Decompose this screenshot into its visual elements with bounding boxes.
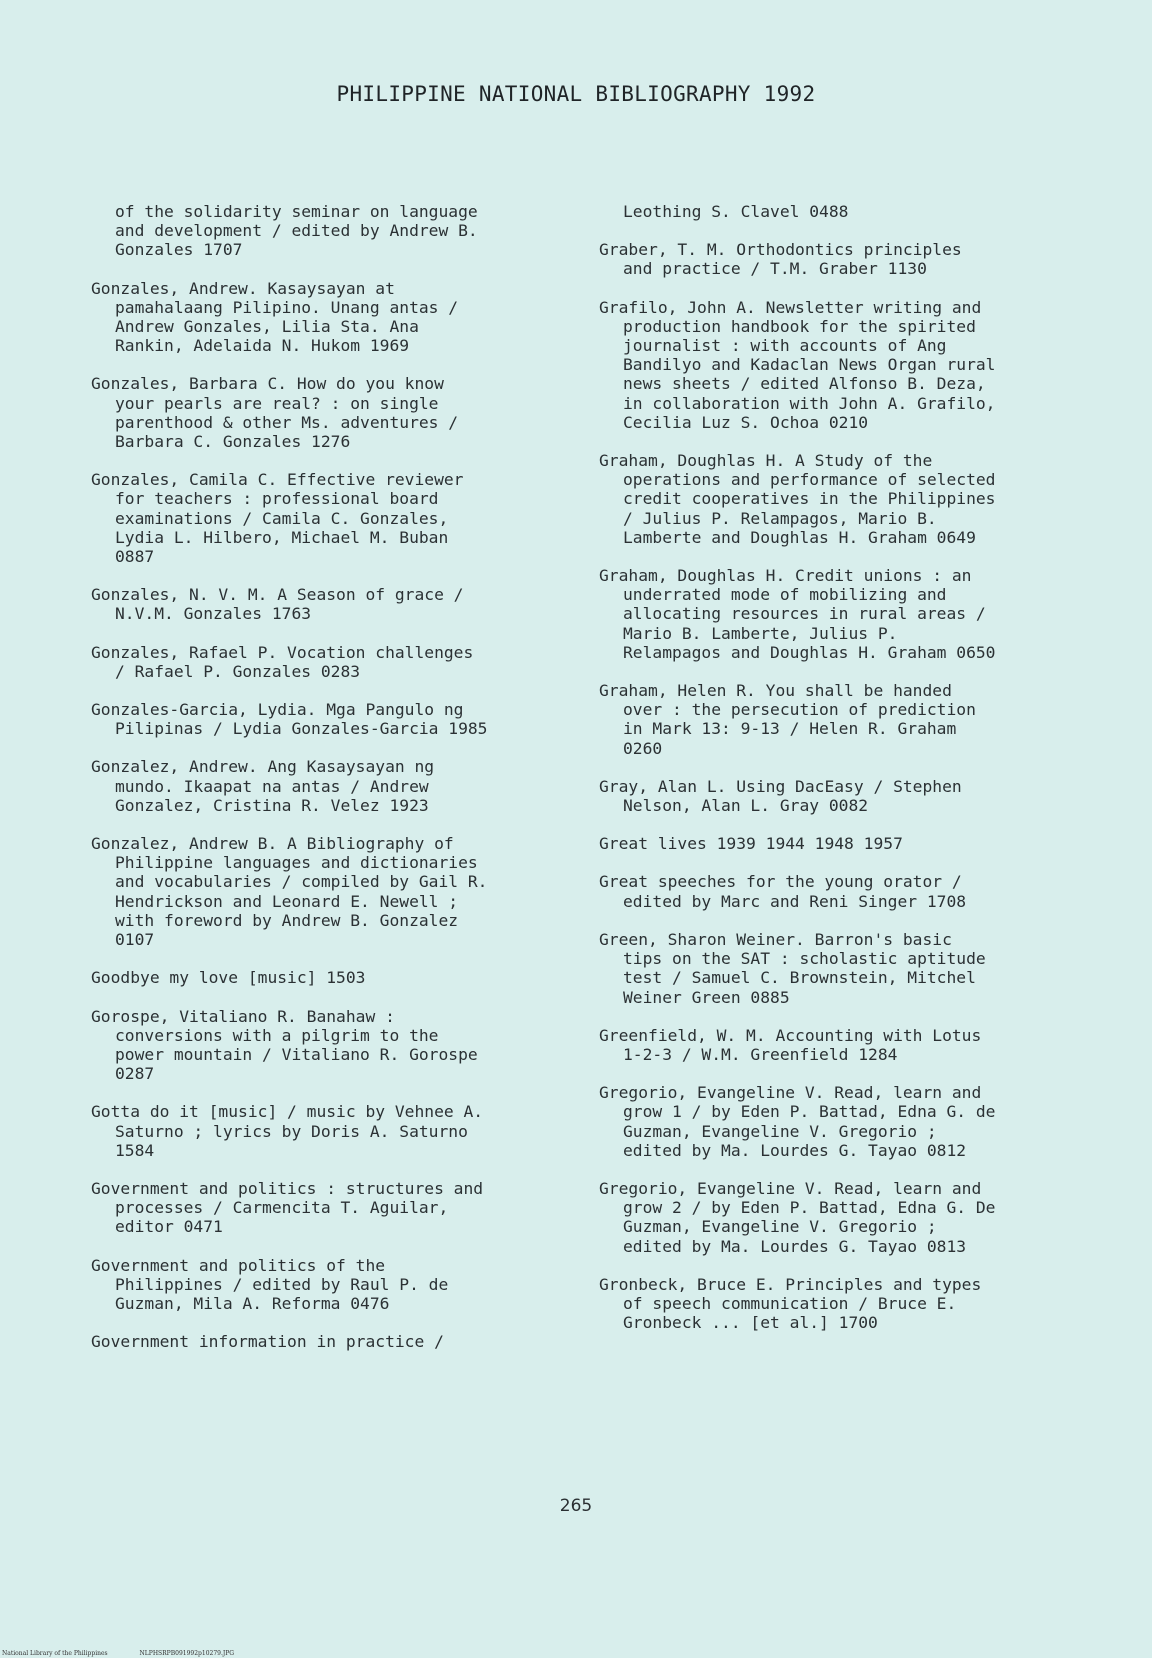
page-title: PHILIPPINE NATIONAL BIBLIOGRAPHY 1992 xyxy=(336,82,816,106)
bibliography-entry: Gonzalez, Andrew B. A Bibliography of Philippine languages and dictionaries and vocabularies / compiled by Gail R. Hendrickson and Leonard E. Newell ; with foreword by Andrew B. Gonzalez 0107 xyxy=(91,834,488,950)
bibliography-entry: Greenfield, W. M. Accounting with Lotus 1-2-3 / W.M. Greenfield 1284 xyxy=(599,1025,982,1064)
bibliography-entry: Grafilo, John A. Newsletter writing and production handbook for the spirited journalist : with accounts of Ang Bandilyo and Kadaclan News Organ rural news sheets / edited Alfonso B. Deza, in collaboration with John A. Grafilo, Cecilia Luz S. Ochoa 0210 xyxy=(599,297,996,432)
bibliography-entry: Gonzales, N. V. M. A Season of grace / N.V.M. Gonzales 1763 xyxy=(91,585,464,624)
bibliography-entry: Gonzales, Barbara C. How do you know your pearls are real? : on single parenthood & other Ms. adventures / Barbara C. Gonzales 1276 xyxy=(91,374,459,452)
bibliography-entry: Goodbye my love [music] 1503 xyxy=(91,968,366,988)
footer xyxy=(2,1650,264,1657)
bibliography-entry: Graber, T. M. Orthodontics principles and practice / T.M. Graber 1130 xyxy=(599,240,962,279)
bibliography-entry: Government and politics of the Philippines / edited by Raul P. de Guzman, Mila A. Reforma 0476 xyxy=(91,1255,449,1313)
footer-library: National Library of the Philippines xyxy=(2,1650,108,1657)
bibliography-entry: Graham, Helen R. You shall be handed over : the persecution of prediction in Mark 13: 9-13 / Helen R. Graham 0260 xyxy=(599,681,976,758)
page-number: 265 xyxy=(559,1496,593,1516)
left-column xyxy=(91,202,561,1370)
bibliography-entry: Graham, Doughlas H. A Study of the operations and performance of selected credit cooperatives in the Philippines / Julius P. Relampagos, Mario B. Lamberte and Doughlas H. Graham 0649 xyxy=(599,451,996,547)
bibliography-entry: Gotta do it [music] / music by Vehnee A. Saturno ; lyrics by Doris A. Saturno 1584 xyxy=(91,1102,484,1160)
bibliography-entry: Gregorio, Evangeline V. Read, learn and grow 1 / by Eden P. Battad, Edna G. de Guzman, Evangeline V. Gregorio ; edited by Ma. Lourdes G. Tayao 0812 xyxy=(599,1083,996,1160)
bibliography-entry: Great speeches for the young orator / edited by Marc and Reni Singer 1708 xyxy=(599,872,967,911)
bibliography-entry: Gregorio, Evangeline V. Read, learn and grow 2 / by Eden P. Battad, Edna G. De Guzman, Evangeline V. Gregorio ; edited by Ma. Lourdes G. Tayao 0813 xyxy=(599,1178,996,1256)
bibliography-entry: Gonzales, Andrew. Kasaysayan at pamahalaang Pilipino. Unang antas / Andrew Gonzales, Lilia Sta. Ana Rankin, Adelaida N. Hukom 1969 xyxy=(91,278,459,356)
bibliography-entry: Graham, Doughlas H. Credit unions : an underrated mode of mobilizing and allocating resources in rural areas / Mario B. Lamberte, Julius P. Relampagos and Doughlas H. Graham 0650 xyxy=(599,566,996,662)
bibliography-entry: Gonzales, Rafael P. Vocation challenges / Rafael P. Gonzales 0283 xyxy=(91,642,474,681)
bibliography-entry: Leothing S. Clavel 0488 xyxy=(623,202,849,221)
bibliography-entry: Gronbeck, Bruce E. Principles and types of speech communication / Bruce E. Gronbeck ... [et al.] 1700 xyxy=(599,1274,982,1333)
footer-file: NLPHSRPB091992p10279.JPG xyxy=(139,1650,235,1657)
bibliography-entry: Green, Sharon Weiner. Barron's basic tips on the SAT : scholastic aptitude test / Samuel C. Brownstein, Mitchel Weiner Green 0885 xyxy=(599,929,986,1007)
bibliography-entry: Great lives 1939 1944 1948 1957 xyxy=(599,834,903,854)
bibliography-entry: Gonzales-Garcia, Lydia. Mga Pangulo ng Pilipinas / Lydia Gonzales-Garcia 1985 xyxy=(91,700,488,739)
bibliography-entry: Gonzales, Camila C. Effective reviewer for teachers : professional board examinations / Camila C. Gonzales, Lydia L. Hilbero, Michael M. Buban 0887 xyxy=(91,470,464,567)
bibliography-entry: Gray, Alan L. Using DacEasy / Stephen Nelson, Alan L. Gray 0082 xyxy=(599,776,962,816)
right-column xyxy=(599,202,1069,1351)
bibliography-entry: Gonzalez, Andrew. Ang Kasaysayan ng mundo. Ikaapat na antas / Andrew Gonzalez, Cristina R. Velez 1923 xyxy=(91,757,435,815)
bibliography-entry: Government information in practice / xyxy=(91,1332,444,1352)
bibliography-entry: Gorospe, Vitaliano R. Banahaw : conversions with a pilgrim to the power mountain / Vitaliano R. Gorospe 0287 xyxy=(91,1006,478,1084)
bibliography-entry: of the solidarity seminar on language and development / edited by Andrew B. Gonzales 1707 xyxy=(115,202,478,260)
bibliography-entry: Government and politics : structures and processes / Carmencita T. Aguilar, editor 0471 xyxy=(91,1178,484,1237)
